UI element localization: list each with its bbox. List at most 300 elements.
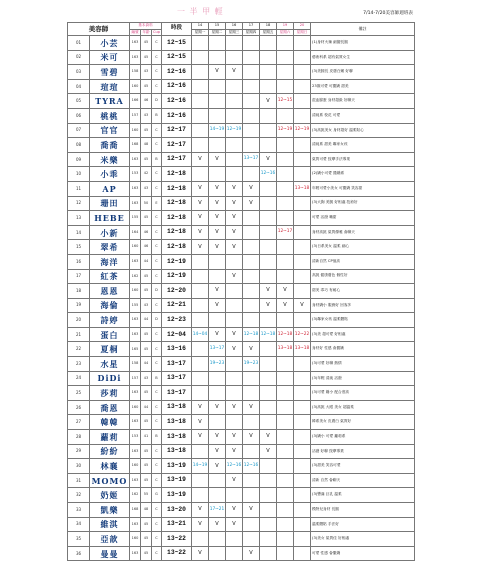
day-cell [243, 36, 260, 51]
table-row [68, 342, 415, 357]
age-cell: 45 [141, 546, 152, 561]
day-cell [277, 415, 294, 430]
cup-cell: C [152, 546, 162, 561]
table-row [68, 415, 415, 430]
day-cell [192, 79, 209, 94]
remark-cell: 模特兒身材 長腿 [311, 503, 415, 518]
period-cell: 13~17 [162, 357, 192, 372]
day-cell [209, 138, 226, 153]
weekday-header: 星期六 [277, 30, 294, 36]
age-cell: 43 [141, 298, 152, 313]
stylist-name: 亞歆 [90, 532, 130, 547]
height-cell: 163 [130, 313, 141, 328]
table-row [68, 284, 415, 299]
day-cell [243, 386, 260, 401]
day-cell [277, 138, 294, 153]
day-cell: V [243, 503, 260, 518]
day-cell [277, 50, 294, 65]
cup-cell: C [152, 532, 162, 547]
day-cell: V [209, 240, 226, 255]
remark-cell: (3)可愛 好聊 熱情 [311, 357, 415, 372]
period-cell: 12~23 [162, 313, 192, 328]
day-cell [277, 503, 294, 518]
period-cell: 12~15 [162, 36, 192, 51]
height-cell: 168 [130, 138, 141, 153]
height-cell: 157 [130, 108, 141, 123]
day-cell: V [260, 94, 277, 109]
day-cell [294, 269, 311, 284]
age-cell: 50 [141, 196, 152, 211]
day-cell: V [226, 181, 243, 196]
table-row [68, 532, 415, 547]
cup-cell: C [152, 65, 162, 80]
stylist-name: 蘿莉 [90, 430, 130, 445]
age-cell: 45 [141, 342, 152, 357]
day-cell: V [226, 225, 243, 240]
stylist-name: MOMO [90, 473, 130, 488]
period-cell: 12~18 [162, 167, 192, 182]
day-cell [209, 94, 226, 109]
day-cell: V [243, 342, 260, 357]
period-cell: 12~18 [162, 240, 192, 255]
table-row [68, 400, 415, 415]
day-cell [260, 503, 277, 518]
height-cell: 163 [130, 386, 141, 401]
table-row [68, 488, 415, 503]
day-cell [243, 473, 260, 488]
day-cell [243, 50, 260, 65]
day-cell [277, 444, 294, 459]
row-number: 09 [68, 152, 90, 167]
period-cell: 12~16 [162, 79, 192, 94]
day-cell [192, 371, 209, 386]
day-cell [277, 152, 294, 167]
day-cell [243, 269, 260, 284]
day-cell [294, 108, 311, 123]
age-cell: 46 [141, 94, 152, 109]
day-cell [260, 50, 277, 65]
table-row [68, 50, 415, 65]
table-row [68, 517, 415, 532]
day-cell [260, 517, 277, 532]
stylist-name: 莎莉 [90, 386, 130, 401]
stylist-name: AP [90, 181, 130, 196]
age-cell: 43 [141, 181, 152, 196]
day-cell: V [243, 196, 260, 211]
age-cell: 48 [141, 503, 152, 518]
remark-cell: (3)嬌小 可愛 蘿莉系 [311, 430, 415, 445]
day-cell: V [192, 196, 209, 211]
row-number: 14 [68, 225, 90, 240]
remark-cell: (3)鄰家女孩 溫柔體貼 [311, 313, 415, 328]
day-cell [277, 488, 294, 503]
remark-cell: (3)可愛 嬌小 配合度高 [311, 386, 415, 401]
row-number: 20 [68, 313, 90, 328]
age-cell: 42 [141, 167, 152, 182]
day-cell [277, 386, 294, 401]
cup-cell: C [152, 459, 162, 474]
table-row [68, 459, 415, 474]
day-cell [260, 473, 277, 488]
day-cell: 19~23 [209, 357, 226, 372]
day-cell: V [277, 284, 294, 299]
cup-cell: C [152, 167, 162, 182]
table-row [68, 298, 415, 313]
row-number: 31 [68, 473, 90, 488]
day-cell [192, 386, 209, 401]
period-cell: 12~18 [162, 225, 192, 240]
cup-cell: C [152, 211, 162, 226]
row-number: 23 [68, 357, 90, 372]
cup-cell: C [152, 123, 162, 138]
day-cell [277, 108, 294, 123]
row-number: 27 [68, 415, 90, 430]
stylist-header: 美容師 [68, 23, 130, 36]
day-cell [243, 225, 260, 240]
remark-cell: (3)美腿長 皮膚白嫩 好聊 [311, 65, 415, 80]
day-cell [294, 254, 311, 269]
day-cell [192, 269, 209, 284]
day-cell: V [192, 430, 209, 445]
period-cell: 12~17 [162, 152, 192, 167]
age-cell: 43 [141, 108, 152, 123]
period-cell: 13~16 [162, 342, 192, 357]
period-cell: 12~21 [162, 298, 192, 313]
row-number: 04 [68, 79, 90, 94]
day-cell: V [192, 211, 209, 226]
day-cell [260, 240, 277, 255]
height-cell: 163 [130, 196, 141, 211]
height-cell: 153 [130, 167, 141, 182]
day-cell [192, 123, 209, 138]
table-row [68, 240, 415, 255]
day-cell: V [192, 152, 209, 167]
day-cell [209, 415, 226, 430]
stylist-name: 紛紛 [90, 444, 130, 459]
day-cell [192, 254, 209, 269]
day-cell: 12~19 [277, 123, 294, 138]
cup-cell: C [152, 79, 162, 94]
height-cell: 157 [130, 371, 141, 386]
age-cell: 45 [141, 459, 152, 474]
cup-cell: C [152, 298, 162, 313]
day-cell [260, 269, 277, 284]
day-cell: V [209, 430, 226, 445]
weekday-header: 星期五 [260, 30, 277, 36]
day-cell [294, 225, 311, 240]
day-cell: V [226, 211, 243, 226]
day-cell: 12~15 [277, 94, 294, 109]
day-cell [260, 488, 277, 503]
table-row [68, 123, 415, 138]
remark-cell: 23歲可愛 可撒嬌 甜美 [311, 79, 415, 94]
row-number: 18 [68, 284, 90, 299]
day-cell [277, 167, 294, 182]
day-cell [277, 517, 294, 532]
stylist-name: TYRA [90, 94, 130, 109]
remark-cell: (1)身材火辣 細腰長腿 [311, 36, 415, 51]
day-cell [209, 50, 226, 65]
stylist-name: 維淇 [90, 517, 130, 532]
day-cell [209, 36, 226, 51]
day-cell [192, 94, 209, 109]
table-row [68, 94, 415, 109]
row-number: 22 [68, 342, 90, 357]
table-row [68, 371, 415, 386]
day-cell [243, 254, 260, 269]
day-cell [192, 488, 209, 503]
day-cell: V [243, 430, 260, 445]
day-cell [209, 546, 226, 561]
day-cell [226, 488, 243, 503]
cup-cell: C [152, 517, 162, 532]
day-cell: 13~17 [243, 152, 260, 167]
day-cell: 12~16 [260, 167, 277, 182]
day-cell [226, 167, 243, 182]
day-cell [209, 269, 226, 284]
day-cell: 13~18 [277, 342, 294, 357]
day-cell [192, 284, 209, 299]
day-cell [243, 108, 260, 123]
height-cell: 166 [130, 94, 141, 109]
day-cell [243, 240, 260, 255]
day-cell [192, 167, 209, 182]
age-cell: 41 [141, 430, 152, 445]
remark-cell: (3)豐滿 巨乳 溫柔 [311, 488, 415, 503]
stylist-name: 瑄瑄 [90, 79, 130, 94]
day-cell [277, 269, 294, 284]
row-number: 35 [68, 532, 90, 547]
period-cell: 13~22 [162, 546, 192, 561]
day-cell: V [226, 196, 243, 211]
day-cell [209, 79, 226, 94]
day-cell [277, 240, 294, 255]
cup-cell: C [152, 138, 162, 153]
remark-cell: (3)年輕 清純 活潑 [311, 371, 415, 386]
cup-cell: C [152, 503, 162, 518]
table-row [68, 152, 415, 167]
brand-watermark: 一 半 甲 輕 [177, 7, 224, 16]
day-cell [294, 94, 311, 109]
cup-cell: B [152, 371, 162, 386]
stylist-name: 珊田 [90, 196, 130, 211]
period-cell: 13~21 [162, 517, 192, 532]
remark-cell: 藝術科系 超有氣質女生 [311, 50, 415, 65]
day-cell: 12~22 [294, 327, 311, 342]
period-cell: 12~16 [162, 94, 192, 109]
age-cell: 45 [141, 79, 152, 94]
day-cell [277, 254, 294, 269]
day-cell [277, 196, 294, 211]
sheet-header [67, 8, 413, 22]
remark-cell: 可愛 活潑 嘴甜 [311, 211, 415, 226]
remark-cell: 韓系美女 皮膚白 氣質好 [311, 415, 415, 430]
date-header: 17 [243, 23, 260, 30]
age-cell: 45 [141, 327, 152, 342]
age-cell: 46 [141, 240, 152, 255]
day-cell [243, 167, 260, 182]
day-cell: V [243, 400, 260, 415]
day-cell [260, 546, 277, 561]
day-cell [294, 430, 311, 445]
age-cell: 45 [141, 517, 152, 532]
day-cell: V [192, 415, 209, 430]
height-cell: 160 [130, 123, 141, 138]
stylist-name: HEBE [90, 211, 130, 226]
period-cell: 12~15 [162, 50, 192, 65]
weekday-header: 星期一 [192, 30, 209, 36]
day-cell [243, 65, 260, 80]
cup-cell: C [152, 181, 162, 196]
day-cell [209, 167, 226, 182]
table-row [68, 357, 415, 372]
day-cell [294, 196, 311, 211]
day-cell [192, 342, 209, 357]
age-cell: 45 [141, 36, 152, 51]
day-cell [294, 400, 311, 415]
height-cell: 158 [130, 65, 141, 80]
remark-cell: 身材高挑 氣質優雅 會聊天 [311, 225, 415, 240]
day-cell: V [226, 327, 243, 342]
day-cell [209, 386, 226, 401]
period-cell: 12~16 [162, 108, 192, 123]
date-header: 16 [226, 23, 243, 30]
cup-cell: C [152, 415, 162, 430]
day-cell [277, 459, 294, 474]
sheet-title: 7/14-7/20美容師週班表 [363, 11, 413, 16]
day-cell [260, 79, 277, 94]
height-cell: 163 [130, 254, 141, 269]
day-cell: V [192, 546, 209, 561]
day-cell: V [226, 503, 243, 518]
day-cell [260, 386, 277, 401]
age-cell: 44 [141, 254, 152, 269]
remark-cell: 清新自然 CP值高 [311, 254, 415, 269]
stylist-name: 小乖 [90, 167, 130, 182]
day-cell [226, 546, 243, 561]
day-cell: 14~19 [209, 123, 226, 138]
table-row [68, 546, 415, 561]
day-cell [192, 532, 209, 547]
height-cell: 162 [130, 269, 141, 284]
age-cell: 43 [141, 371, 152, 386]
day-cell [226, 138, 243, 153]
day-cell: V [243, 181, 260, 196]
height-cell: 160 [130, 79, 141, 94]
day-cell [209, 473, 226, 488]
table-row [68, 181, 415, 196]
day-cell: V [226, 473, 243, 488]
day-cell [226, 36, 243, 51]
day-cell: 13~18 [294, 181, 311, 196]
day-cell [277, 65, 294, 80]
day-cell [226, 386, 243, 401]
day-cell [277, 79, 294, 94]
day-cell: V [209, 181, 226, 196]
day-cell: V [209, 459, 226, 474]
period-cell: 12~17 [162, 123, 192, 138]
day-cell [260, 254, 277, 269]
day-cell [294, 50, 311, 65]
day-cell: V [226, 342, 243, 357]
stylist-name: 米可 [90, 50, 130, 65]
day-cell: V [209, 517, 226, 532]
age-cell: 45 [141, 415, 152, 430]
stylist-name: 夏桐 [90, 342, 130, 357]
day-cell [226, 415, 243, 430]
day-cell [277, 473, 294, 488]
stylist-name: 小新 [90, 225, 130, 240]
remark-cell: 清新 自然 會聊天 [311, 473, 415, 488]
day-cell [209, 254, 226, 269]
day-cell: V [226, 517, 243, 532]
stylist-name: 林襄 [90, 459, 130, 474]
day-cell [243, 371, 260, 386]
stylist-name: 曼曼 [90, 546, 130, 561]
height-cell: 163 [130, 473, 141, 488]
height-cell: 163 [130, 181, 141, 196]
day-cell [209, 488, 226, 503]
table-row [68, 386, 415, 401]
remark-cell: 活潑 好聊 按摩專業 [311, 444, 415, 459]
height-cell: 153 [130, 430, 141, 445]
day-cell: 12~16 [226, 459, 243, 474]
table-row [68, 138, 415, 153]
height-cell: 163 [130, 327, 141, 342]
day-cell [226, 50, 243, 65]
remark-cell: 可愛 性感 會撒嬌 [311, 546, 415, 561]
remark-cell: (3)美女 氣質佳 好相處 [311, 532, 415, 547]
cup-cell: C [152, 386, 162, 401]
age-cell: 45 [141, 473, 152, 488]
table-row [68, 473, 415, 488]
day-cell [209, 313, 226, 328]
weekday-header: 星期日 [294, 30, 311, 36]
day-cell: 12~19 [226, 123, 243, 138]
height-cell: 160 [130, 532, 141, 547]
day-cell [260, 459, 277, 474]
stylist-name: 恩恩 [90, 284, 130, 299]
day-cell [260, 123, 277, 138]
day-cell [243, 313, 260, 328]
day-cell: V [226, 240, 243, 255]
period-cell: 13~20 [162, 503, 192, 518]
cup-cell: D [152, 313, 162, 328]
day-cell [277, 400, 294, 415]
age-cell: 46 [141, 225, 152, 240]
height-cell: 163 [130, 546, 141, 561]
age-cell: 45 [141, 269, 152, 284]
day-cell [192, 138, 209, 153]
day-cell [277, 313, 294, 328]
table-row [68, 503, 415, 518]
age-cell: 45 [141, 123, 152, 138]
period-cell: 13~19 [162, 459, 192, 474]
stylist-name: 官官 [90, 123, 130, 138]
stylist-name: 韓韓 [90, 415, 130, 430]
day-cell [226, 254, 243, 269]
period-cell: 12~16 [162, 65, 192, 80]
weekday-header: 星期四 [243, 30, 260, 36]
stylist-name: 雪碧 [90, 65, 130, 80]
cup-cell: C [152, 473, 162, 488]
stylist-name: 海洋 [90, 254, 130, 269]
day-cell [192, 473, 209, 488]
period-cell: 12~19 [162, 269, 192, 284]
day-cell: 12~18 [243, 327, 260, 342]
remark-cell: 清純系 校花 可愛 [311, 108, 415, 123]
profile-sub-header: Cup [152, 29, 161, 34]
